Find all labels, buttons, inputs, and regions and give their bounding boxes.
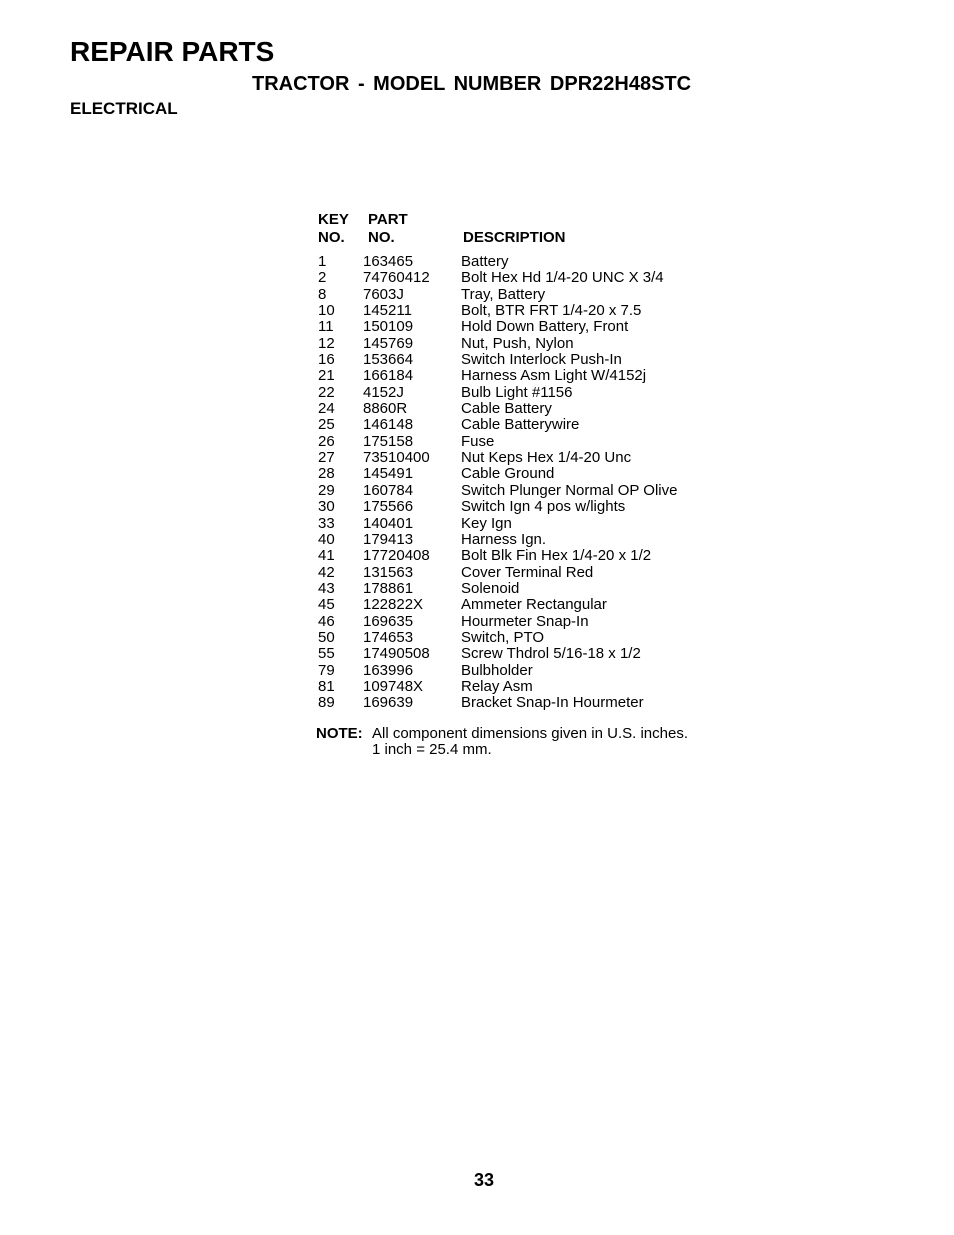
key-no-cell: 2	[318, 269, 327, 287]
table-row	[318, 646, 738, 662]
part-no-cell: 166184	[363, 367, 414, 385]
description-cell: Bracket Snap-In Hourmeter	[461, 694, 644, 712]
part-no-cell: 175566	[363, 498, 414, 516]
key-no-cell: 22	[318, 383, 335, 401]
table-row	[318, 368, 738, 384]
description-cell: Hold Down Battery, Front	[461, 318, 629, 336]
description-cell: Nut, Push, Nylon	[461, 334, 574, 352]
part-no-cell: 163465	[363, 253, 414, 270]
table-row	[318, 450, 738, 466]
table-row	[318, 270, 738, 286]
key-no-cell: 33	[318, 514, 335, 532]
table-row	[318, 336, 738, 352]
key-no-cell: 50	[318, 628, 335, 646]
part-no-cell: 174653	[363, 628, 414, 646]
part-no-cell: 74760412	[363, 269, 430, 287]
description-cell: Bulb Light #1156	[461, 383, 573, 401]
description-cell: Cover Terminal Red	[461, 563, 594, 581]
key-no-cell: 16	[318, 351, 335, 369]
key-no-cell: 12	[318, 334, 335, 352]
table-row	[318, 303, 738, 319]
part-no-cell: 160784	[363, 481, 414, 499]
header-description: DESCRIPTION	[463, 229, 566, 246]
key-no-cell: 79	[318, 661, 335, 679]
table-row	[318, 532, 738, 548]
description-cell: Cable Battery	[461, 400, 552, 418]
part-no-cell: 109748X	[363, 677, 424, 695]
part-no-cell: 122822X	[363, 596, 424, 614]
note-line1: All component dimensions given in U.S. inches.	[372, 725, 688, 742]
part-no-cell: 169639	[363, 694, 414, 712]
table-row	[318, 417, 738, 433]
part-no-cell: 145491	[363, 465, 414, 483]
part-no-cell: 163996	[363, 661, 414, 679]
header-key-line2: NO.	[318, 229, 345, 246]
key-no-cell: 41	[318, 547, 335, 565]
note-label: NOTE:	[316, 725, 363, 742]
key-no-cell: 81	[318, 677, 335, 695]
header-key-line1: KEY	[318, 211, 349, 228]
key-no-cell: 10	[318, 302, 335, 320]
description-cell: Ammeter Rectangular	[461, 596, 607, 614]
description-cell: Cable Ground	[461, 465, 555, 483]
key-no-cell: 30	[318, 498, 335, 516]
key-no-cell: 43	[318, 579, 335, 597]
part-no-cell: 169635	[363, 612, 414, 630]
page-number: 33	[473, 1170, 495, 1190]
key-no-cell: 55	[318, 645, 335, 663]
description-cell: Bolt, BTR FRT 1/4-20 x 7.5	[461, 302, 642, 320]
key-no-cell: 29	[318, 481, 335, 499]
table-row	[318, 597, 738, 613]
key-no-cell: 42	[318, 563, 335, 581]
description-cell: Relay Asm	[461, 677, 533, 695]
table-row	[318, 516, 738, 532]
part-no-cell: 145211	[363, 302, 412, 320]
table-row	[318, 630, 738, 646]
key-no-cell: 27	[318, 449, 335, 467]
description-cell: Battery	[461, 253, 509, 270]
key-no-cell: 26	[318, 432, 335, 450]
description-cell: Bolt Hex Hd 1/4-20 UNC X 3/4	[461, 269, 664, 287]
key-no-cell: 11	[318, 318, 334, 336]
table-row	[318, 287, 738, 303]
header-part-line2: NO.	[368, 229, 395, 246]
description-cell: Hourmeter Snap-In	[461, 612, 589, 630]
part-no-cell: 145769	[363, 334, 414, 352]
part-no-cell: 150109	[363, 318, 414, 336]
note-line2: 1 inch = 25.4 mm.	[372, 741, 492, 758]
table-row	[318, 401, 738, 417]
key-no-cell: 46	[318, 612, 335, 630]
description-cell: Switch, PTO	[461, 628, 545, 646]
header-key-no	[318, 211, 349, 247]
table-row	[318, 352, 738, 368]
part-no-cell: 4152J	[363, 383, 404, 401]
description-cell: Harness Ign.	[461, 530, 547, 548]
key-no-cell: 45	[318, 596, 335, 614]
part-no-cell: 131563	[363, 563, 414, 581]
description-cell: Switch Ign 4 pos w/lights	[461, 498, 626, 516]
model-subtitle: TRACTOR - MODEL NUMBER DPR22H48STC	[252, 73, 692, 95]
part-no-cell: 153664	[363, 351, 414, 369]
table-row	[318, 614, 738, 630]
table-row	[318, 548, 738, 564]
key-no-cell: 21	[318, 367, 335, 385]
table-row	[318, 254, 738, 270]
description-cell: Solenoid	[461, 579, 520, 597]
description-cell: Switch Plunger Normal OP Olive	[461, 481, 678, 499]
description-cell: Key Ign	[461, 514, 512, 532]
section-title: ELECTRICAL	[70, 99, 178, 118]
part-no-cell: 140401	[363, 514, 414, 532]
key-no-cell: 40	[318, 530, 335, 548]
table-row	[318, 565, 738, 581]
description-cell: Screw Thdrol 5/16-18 x 1/2	[461, 645, 641, 663]
table-row	[318, 581, 738, 597]
description-cell: Cable Batterywire	[461, 416, 580, 434]
table-row	[318, 695, 738, 711]
page-title: REPAIR PARTS	[70, 36, 275, 67]
description-cell: Harness Asm Light W/4152j	[461, 367, 647, 385]
description-cell: Bolt Blk Fin Hex 1/4-20 x 1/2	[461, 547, 652, 565]
description-cell: Fuse	[461, 432, 495, 450]
part-no-cell: 7603J	[363, 285, 404, 303]
key-no-cell: 28	[318, 465, 335, 483]
table-row	[318, 679, 738, 695]
key-no-cell: 1	[318, 253, 327, 270]
header-part-no	[368, 211, 408, 247]
table-row	[318, 663, 738, 679]
parts-list	[318, 254, 738, 712]
header-part-line1: PART	[368, 211, 408, 228]
description-cell: Nut Keps Hex 1/4-20 Unc	[461, 449, 632, 467]
table-row	[318, 319, 738, 335]
part-no-cell: 17490508	[363, 645, 430, 663]
part-no-cell: 175158	[363, 432, 414, 450]
part-no-cell: 179413	[363, 530, 414, 548]
description-cell: Switch Interlock Push-In	[461, 351, 622, 369]
table-row	[318, 385, 738, 401]
description-cell: Tray, Battery	[461, 285, 546, 303]
key-no-cell: 89	[318, 694, 335, 712]
table-row	[318, 483, 738, 499]
description-cell: Bulbholder	[461, 661, 533, 679]
part-no-cell: 146148	[363, 416, 414, 434]
part-no-cell: 17720408	[363, 547, 430, 565]
part-no-cell: 8860R	[363, 400, 408, 418]
table-row	[318, 466, 738, 482]
part-no-cell: 73510400	[363, 449, 430, 467]
part-no-cell: 178861	[363, 579, 414, 597]
table-row	[318, 499, 738, 515]
table-row	[318, 434, 738, 450]
key-no-cell: 24	[318, 400, 335, 418]
key-no-cell: 25	[318, 416, 335, 434]
key-no-cell: 8	[318, 285, 327, 303]
